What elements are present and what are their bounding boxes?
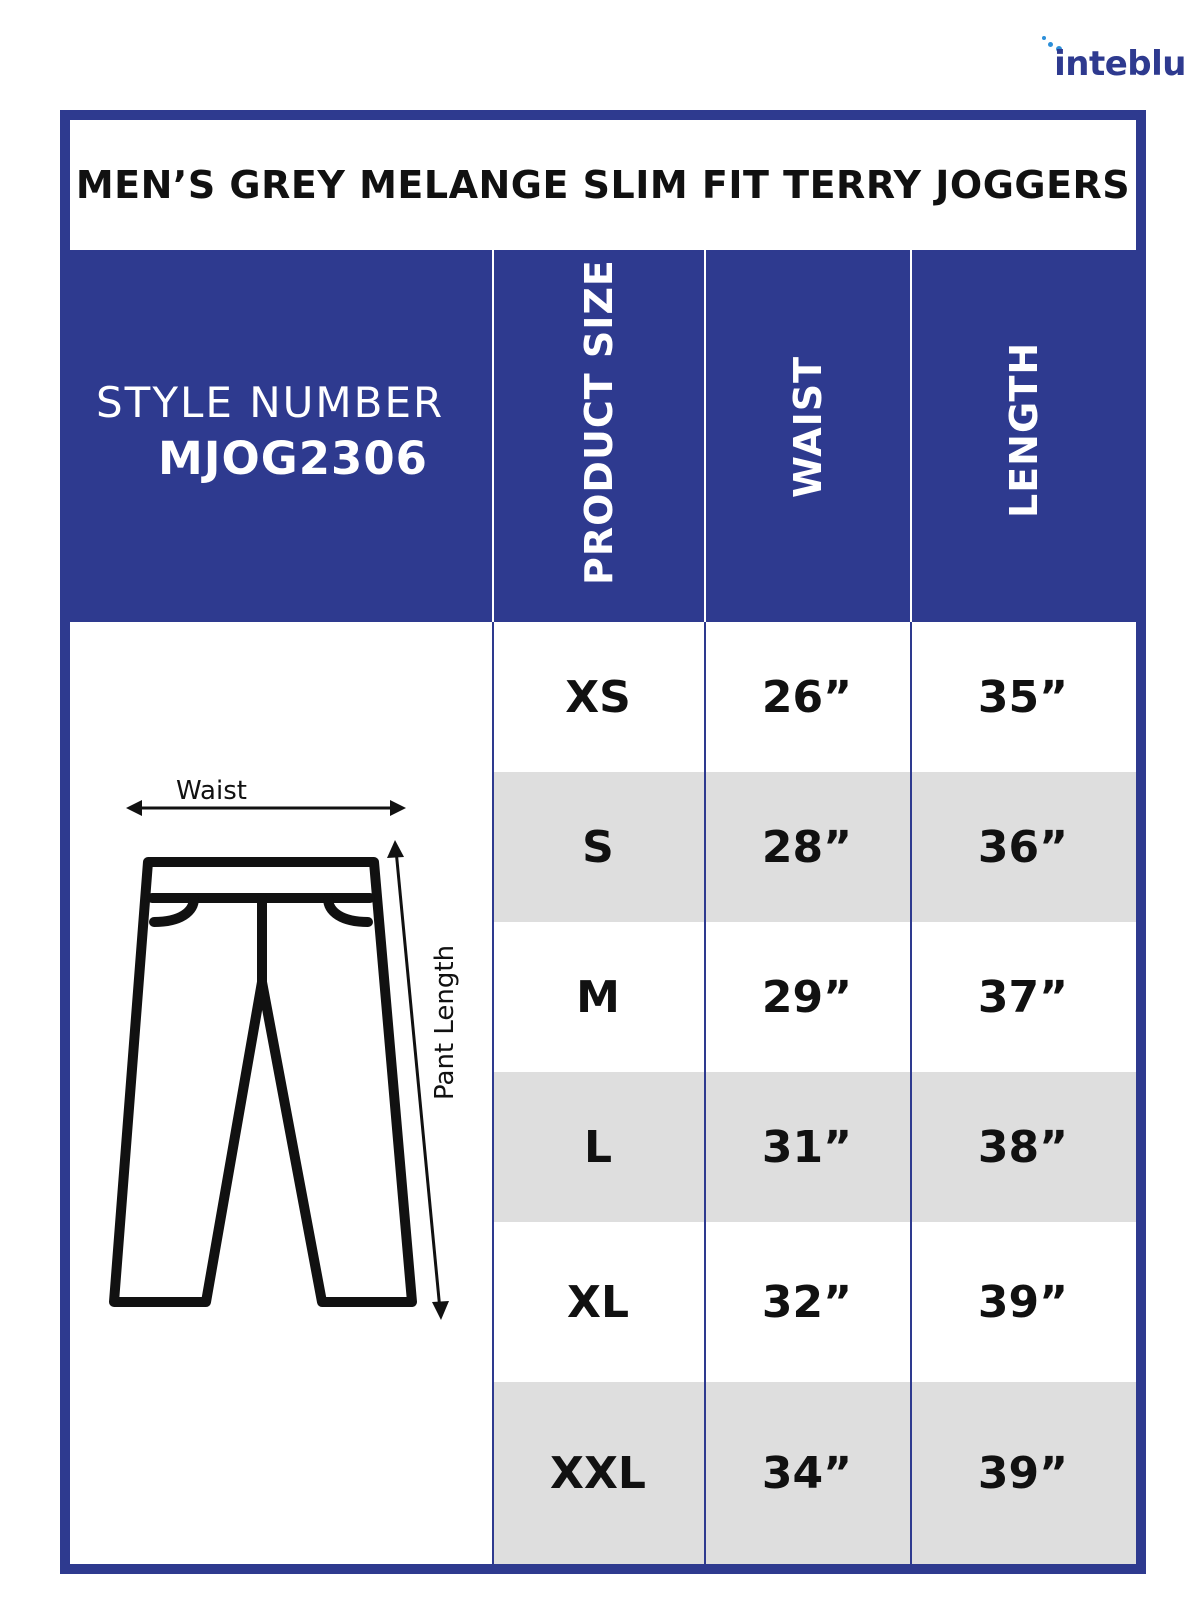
- table-row: [492, 1382, 1136, 1564]
- pant-length-diagram-label: Pant Length: [430, 944, 460, 1100]
- waist-cell: 28”: [761, 821, 853, 873]
- size-cell: M: [576, 971, 620, 1023]
- product-size-header-label: PRODUCT SIZE: [577, 259, 621, 585]
- length-cell: 36”: [977, 821, 1069, 873]
- pants-icon: [70, 622, 492, 1564]
- waist-cell: 34”: [761, 1447, 853, 1499]
- length-cell: 39”: [977, 1276, 1069, 1328]
- table-row: [492, 922, 1136, 1072]
- waist-cell: 32”: [761, 1276, 853, 1328]
- waist-diagram-label: Waist: [176, 776, 247, 806]
- length-header-label: LENGTH: [1002, 341, 1046, 518]
- table-row: [492, 1222, 1136, 1382]
- waist-header-label: WAIST: [786, 355, 830, 498]
- size-cell: XXL: [550, 1447, 646, 1499]
- waist-cell: 29”: [761, 971, 853, 1023]
- length-cell: 38”: [977, 1121, 1069, 1173]
- column-divider: [910, 622, 912, 1564]
- size-cell: XL: [567, 1276, 629, 1328]
- table-row: [492, 1072, 1136, 1222]
- style-number-block: [70, 250, 492, 622]
- table-body: [70, 622, 1136, 1564]
- table-row: [492, 622, 1136, 772]
- product-title: MEN’S GREY MELANGE SLIM FIT TERRY JOGGERS: [75, 163, 1131, 207]
- brand-logo: [1036, 36, 1186, 88]
- waist-cell: 26”: [761, 671, 853, 723]
- style-number-value: MJOG2306: [158, 432, 428, 485]
- column-header-length: [910, 250, 1136, 622]
- column-header-product-size: [492, 250, 704, 622]
- size-grid: [492, 622, 1136, 1564]
- column-divider: [704, 622, 706, 1564]
- table-row: [492, 772, 1136, 922]
- length-cell: 39”: [977, 1447, 1069, 1499]
- size-cell: L: [583, 1121, 613, 1173]
- length-cell: 35”: [977, 671, 1069, 723]
- style-number-label: STYLE NUMBER: [96, 378, 445, 427]
- size-cell: S: [582, 821, 614, 873]
- table-header: [70, 250, 1136, 622]
- size-cell: XS: [565, 671, 631, 723]
- length-cell: 37”: [977, 971, 1069, 1023]
- title-bar: [70, 120, 1136, 250]
- measurement-diagram: [70, 622, 492, 1564]
- column-header-waist: [704, 250, 910, 622]
- column-divider: [492, 622, 494, 1564]
- brand-name: inteblu: [1054, 44, 1186, 84]
- waist-cell: 31”: [761, 1121, 853, 1173]
- size-chart: [60, 110, 1146, 1574]
